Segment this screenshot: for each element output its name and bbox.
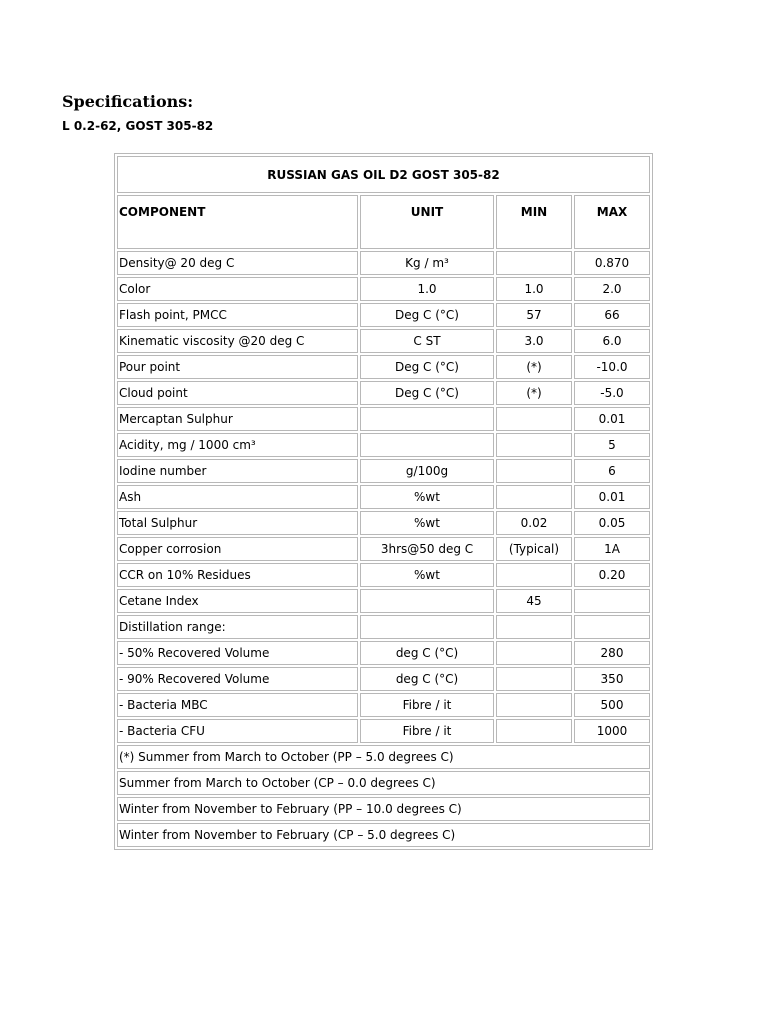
unit-cell: Kg / m³ <box>360 251 494 275</box>
component-cell: Cloud point <box>117 381 358 405</box>
component-cell: Total Sulphur <box>117 511 358 535</box>
min-cell: (*) <box>496 355 572 379</box>
component-cell: Distillation range: <box>117 615 358 639</box>
table-row <box>117 251 650 275</box>
component-cell: Iodine number <box>117 459 358 483</box>
unit-cell: %wt <box>360 563 494 587</box>
max-cell: 0.01 <box>574 485 650 509</box>
note-text: Winter from November to February (CP – 5.0 degrees C) <box>117 823 650 847</box>
header-unit: UNIT <box>360 195 494 249</box>
table-row <box>117 303 650 327</box>
header-min: MIN <box>496 195 572 249</box>
note-text: Winter from November to February (PP – 10.0 degrees C) <box>117 797 650 821</box>
table-row <box>117 277 650 301</box>
table-row <box>117 589 650 613</box>
component-cell: - 50% Recovered Volume <box>117 641 358 665</box>
table-row <box>117 433 650 457</box>
max-cell: 5 <box>574 433 650 457</box>
min-cell: (Typical) <box>496 537 572 561</box>
max-cell: 1A <box>574 537 650 561</box>
min-cell <box>496 251 572 275</box>
max-cell: 0.01 <box>574 407 650 431</box>
min-cell <box>496 641 572 665</box>
header-max: MAX <box>574 195 650 249</box>
component-cell: Color <box>117 277 358 301</box>
unit-cell <box>360 615 494 639</box>
max-cell: 500 <box>574 693 650 717</box>
max-cell: 66 <box>574 303 650 327</box>
component-cell: - Bacteria CFU <box>117 719 358 743</box>
note-text: Summer from March to October (CP – 0.0 degrees C) <box>117 771 650 795</box>
table-row <box>117 485 650 509</box>
component-cell: Cetane Index <box>117 589 358 613</box>
component-cell: Acidity, mg / 1000 cm³ <box>117 433 358 457</box>
unit-cell <box>360 433 494 457</box>
table-row <box>117 563 650 587</box>
component-cell: CCR on 10% Residues <box>117 563 358 587</box>
unit-cell: deg C (°C) <box>360 641 494 665</box>
max-cell <box>574 589 650 613</box>
note-text: (*) Summer from March to October (PP – 5.0 degrees C) <box>117 745 650 769</box>
unit-cell: Deg C (°C) <box>360 355 494 379</box>
max-cell: 280 <box>574 641 650 665</box>
note-row <box>117 823 650 847</box>
unit-cell <box>360 407 494 431</box>
component-cell: Kinematic viscosity @20 deg C <box>117 329 358 353</box>
min-cell <box>496 719 572 743</box>
unit-cell: Fibre / it <box>360 719 494 743</box>
component-cell: Flash point, PMCC <box>117 303 358 327</box>
min-cell: 57 <box>496 303 572 327</box>
note-row <box>117 797 650 821</box>
table-row <box>117 355 650 379</box>
unit-cell: 3hrs@50 deg C <box>360 537 494 561</box>
min-cell: (*) <box>496 381 572 405</box>
min-cell <box>496 615 572 639</box>
table-title-row <box>117 156 650 193</box>
header-component: COMPONENT <box>117 195 358 249</box>
max-cell <box>574 615 650 639</box>
page-subheading: L 0.2-62, GOST 305-82 <box>62 119 214 133</box>
table-row <box>117 693 650 717</box>
table-title: RUSSIAN GAS OIL D2 GOST 305-82 <box>117 156 650 193</box>
max-cell: 0.20 <box>574 563 650 587</box>
min-cell <box>496 459 572 483</box>
component-cell: Density@ 20 deg C <box>117 251 358 275</box>
table-row <box>117 407 650 431</box>
max-cell: 0.05 <box>574 511 650 535</box>
unit-cell: Deg C (°C) <box>360 303 494 327</box>
unit-cell: Deg C (°C) <box>360 381 494 405</box>
max-cell: -5.0 <box>574 381 650 405</box>
table-row <box>117 719 650 743</box>
table-row <box>117 615 650 639</box>
min-cell <box>496 433 572 457</box>
table-row <box>117 641 650 665</box>
unit-cell <box>360 589 494 613</box>
table-row <box>117 667 650 691</box>
unit-cell: deg C (°C) <box>360 667 494 691</box>
min-cell <box>496 485 572 509</box>
max-cell: 350 <box>574 667 650 691</box>
unit-cell: g/100g <box>360 459 494 483</box>
max-cell: 2.0 <box>574 277 650 301</box>
component-cell: - 90% Recovered Volume <box>117 667 358 691</box>
component-cell: - Bacteria MBC <box>117 693 358 717</box>
note-row <box>117 745 650 769</box>
min-cell <box>496 693 572 717</box>
table-header-row <box>117 195 650 249</box>
min-cell: 45 <box>496 589 572 613</box>
min-cell <box>496 407 572 431</box>
table-row <box>117 381 650 405</box>
note-row <box>117 771 650 795</box>
table-row <box>117 459 650 483</box>
min-cell: 0.02 <box>496 511 572 535</box>
table-row <box>117 329 650 353</box>
unit-cell: %wt <box>360 511 494 535</box>
page-heading: Specifications: <box>62 92 194 111</box>
min-cell <box>496 563 572 587</box>
table-row <box>117 511 650 535</box>
unit-cell: 1.0 <box>360 277 494 301</box>
component-cell: Ash <box>117 485 358 509</box>
max-cell: 6 <box>574 459 650 483</box>
specification-table <box>114 153 653 850</box>
max-cell: 1000 <box>574 719 650 743</box>
component-cell: Mercaptan Sulphur <box>117 407 358 431</box>
unit-cell: %wt <box>360 485 494 509</box>
max-cell: 0.870 <box>574 251 650 275</box>
table-row <box>117 537 650 561</box>
min-cell: 1.0 <box>496 277 572 301</box>
unit-cell: Fibre / it <box>360 693 494 717</box>
max-cell: -10.0 <box>574 355 650 379</box>
component-cell: Copper corrosion <box>117 537 358 561</box>
min-cell <box>496 667 572 691</box>
unit-cell: C ST <box>360 329 494 353</box>
min-cell: 3.0 <box>496 329 572 353</box>
component-cell: Pour point <box>117 355 358 379</box>
max-cell: 6.0 <box>574 329 650 353</box>
